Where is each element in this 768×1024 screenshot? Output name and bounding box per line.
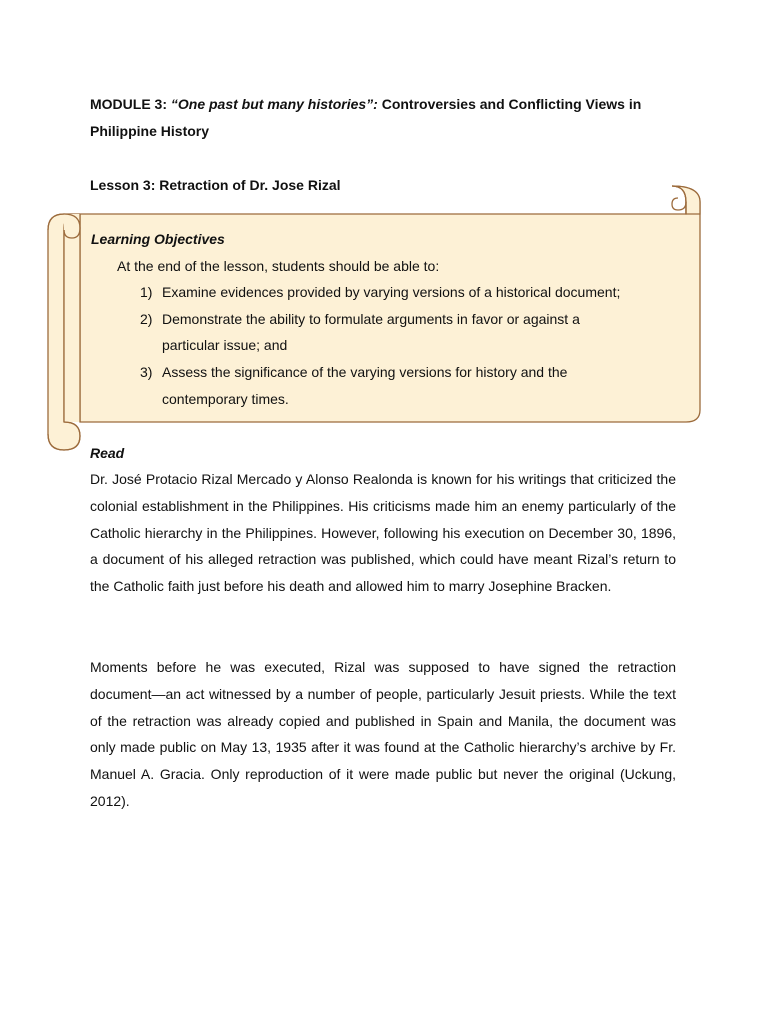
objectives-intro: At the end of the lesson, students should be able to: [117,258,440,274]
body-paragraph-2: Moments before he was executed, Rizal was supposed to have signed the retraction document—an act witnessed by a number of people, particularly Jesuit priests. While the text of the retraction was already copied and published in Spain and Manila, the document was only made public on May 13, 1935 after it was found at the Catholic hierarchy’s archive by Fr. Manuel A. Gracia. Only reproduction of it were made public but never the original (Uckung, 2012). [90,659,676,809]
objectives-heading: Learning Objectives [91,231,225,247]
module-prefix: MODULE 3: [90,96,171,112]
objective-number: 3) [140,364,153,380]
module-heading [90,91,680,145]
objective-text-line-2: contemporary times. [162,391,289,407]
lesson-title: Lesson 3: Retraction of Dr. Jose Rizal [90,177,341,193]
body-paragraph-1: Dr. José Protacio Rizal Mercado y Alonso Realonda is known for his writings that criticized the colonial establishment in the Philippines. His criticisms made him an enemy particularly of the Catholic hierarchy in the Philippines. However, following his execution on December 30, 1896, a document of his alleged retraction was published, which could have meant Rizal’s return to the Catholic faith just before his death and allowed him to marry Josephine Bracken. [90,471,676,595]
objective-number: 2) [140,311,153,327]
objective-text-line-1: Examine evidences provided by varying versions of a historical document; [162,284,621,300]
objective-number: 1) [140,284,153,300]
objective-text-line-1: Assess the significance of the varying versions for history and the [162,364,568,380]
objective-text-line-1: Demonstrate the ability to formulate arguments in favor or against a [162,311,580,327]
read-heading: Read [90,445,125,461]
objective-text-line-2: particular issue; and [162,337,288,353]
module-subtitle: Controversies and Conflicting Views in Philippine History [90,96,642,139]
module-quote: “One past but many histories”: [170,96,378,112]
